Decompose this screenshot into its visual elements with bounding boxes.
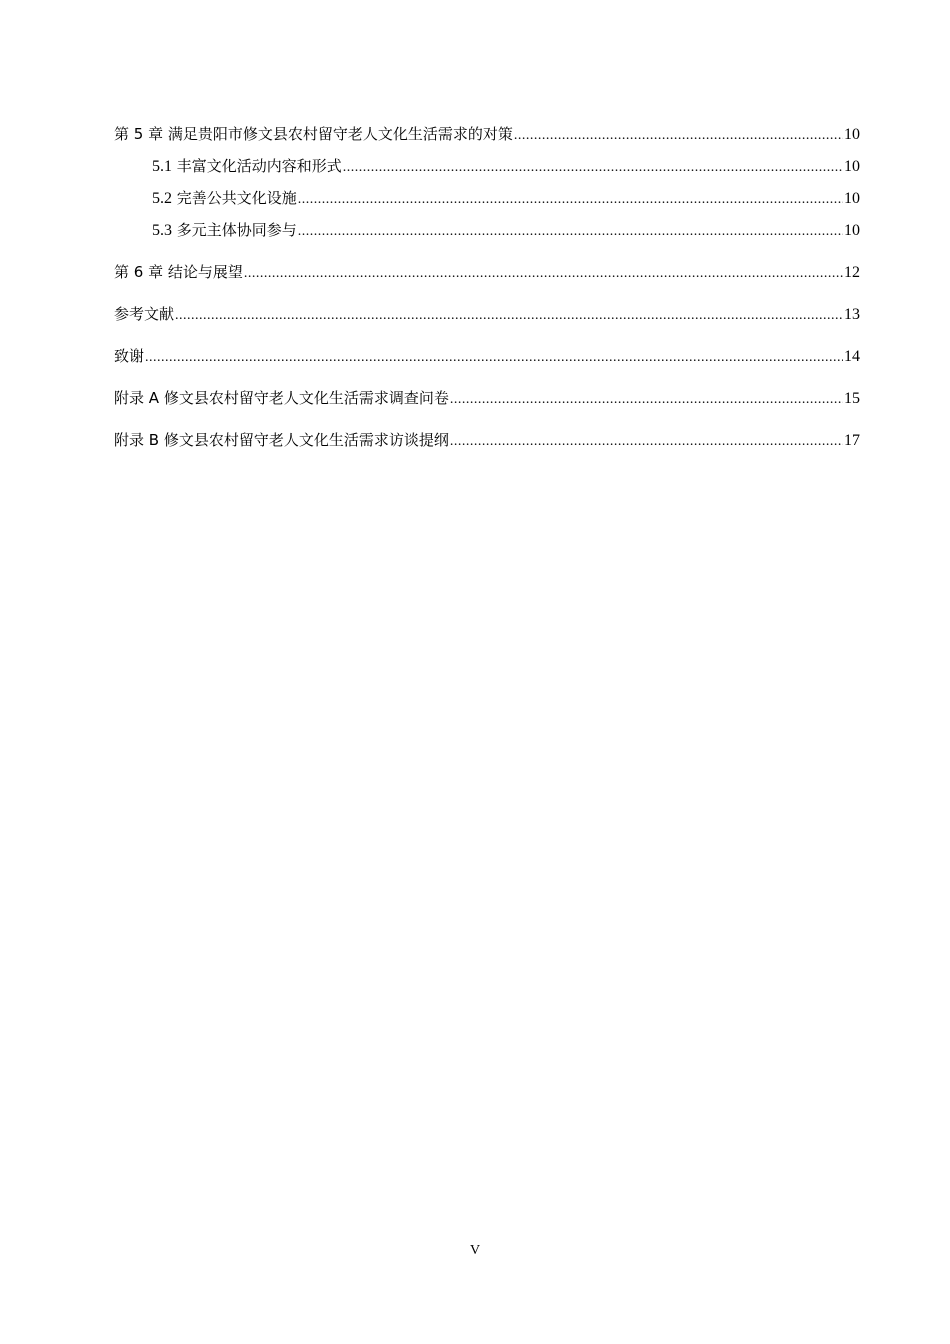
toc-entry-page: 10 [844,126,860,143]
toc-entry-label [114,118,513,150]
toc-entry-title: 参考文献 [114,305,175,323]
toc-entry-section-5-2[interactable] [114,182,860,214]
toc-entry-title: 修文县农村留守老人文化生活需求访谈提纲 [163,431,449,449]
toc-leader-dots [298,216,843,248]
toc-entry-chapter-6[interactable] [114,256,860,288]
page-number: V [469,1243,481,1258]
toc-entry-page: 10 [844,158,860,175]
toc-entry-title: 结论与展望 [167,263,243,281]
toc-entry-page: 10 [844,222,860,239]
toc-entry-label [152,150,342,183]
toc-entry-label [114,382,449,414]
toc-entry-title: 丰富文化活动内容和形式 [176,157,342,175]
toc-entry-page: 12 [844,264,860,281]
toc-entry-title: 多元主体协同参与 [176,221,297,239]
toc-entry-number: 第 5 章 [114,125,164,143]
toc-entry-title: 修文县农村留守老人文化生活需求调查问卷 [163,389,449,407]
toc-entry-page: 15 [844,390,860,407]
toc-leader-dots [145,342,843,374]
toc-entry-title: 满足贵阳市修文县农村留守老人文化生活需求的对策 [167,125,513,143]
toc-leader-dots [343,152,843,184]
toc-leader-dots [450,384,843,416]
toc-entry-number: 5.3 [152,222,172,239]
toc-leader-dots [298,184,843,216]
toc-entry-appendix-a[interactable] [114,382,860,414]
toc-entry-label [114,256,243,288]
toc-entry-number: 5.2 [152,190,172,207]
toc-entry-section-5-1[interactable] [114,150,860,182]
toc-entry-section-5-3[interactable] [114,214,860,246]
toc-entry-title: 完善公共文化设施 [176,189,297,207]
toc-leader-dots [514,120,843,152]
toc-entry-chapter-5[interactable] [114,118,860,150]
toc-entry-title: 致谢 [114,347,145,365]
toc-entry-number: 5.1 [152,158,172,175]
toc-entry-page: 10 [844,190,860,207]
toc-leader-dots [450,426,843,458]
toc-entry-label [152,182,297,215]
toc-leader-dots [175,300,843,332]
toc-leader-dots [244,258,843,290]
toc-entry-references[interactable] [114,298,860,330]
toc-entry-page: 13 [844,306,860,323]
toc-entry-appendix-b[interactable] [114,424,860,456]
table-of-contents [114,118,860,456]
toc-entry-number: 第 6 章 [114,263,164,281]
toc-entry-page: 17 [844,432,860,449]
toc-entry-page: 14 [844,348,860,365]
toc-entry-acknowledgements[interactable] [114,340,860,372]
toc-entry-label [152,214,297,247]
toc-entry-number: 附录 B [114,431,160,449]
toc-entry-number: 附录 A [114,389,160,407]
toc-entry-label [114,424,449,456]
